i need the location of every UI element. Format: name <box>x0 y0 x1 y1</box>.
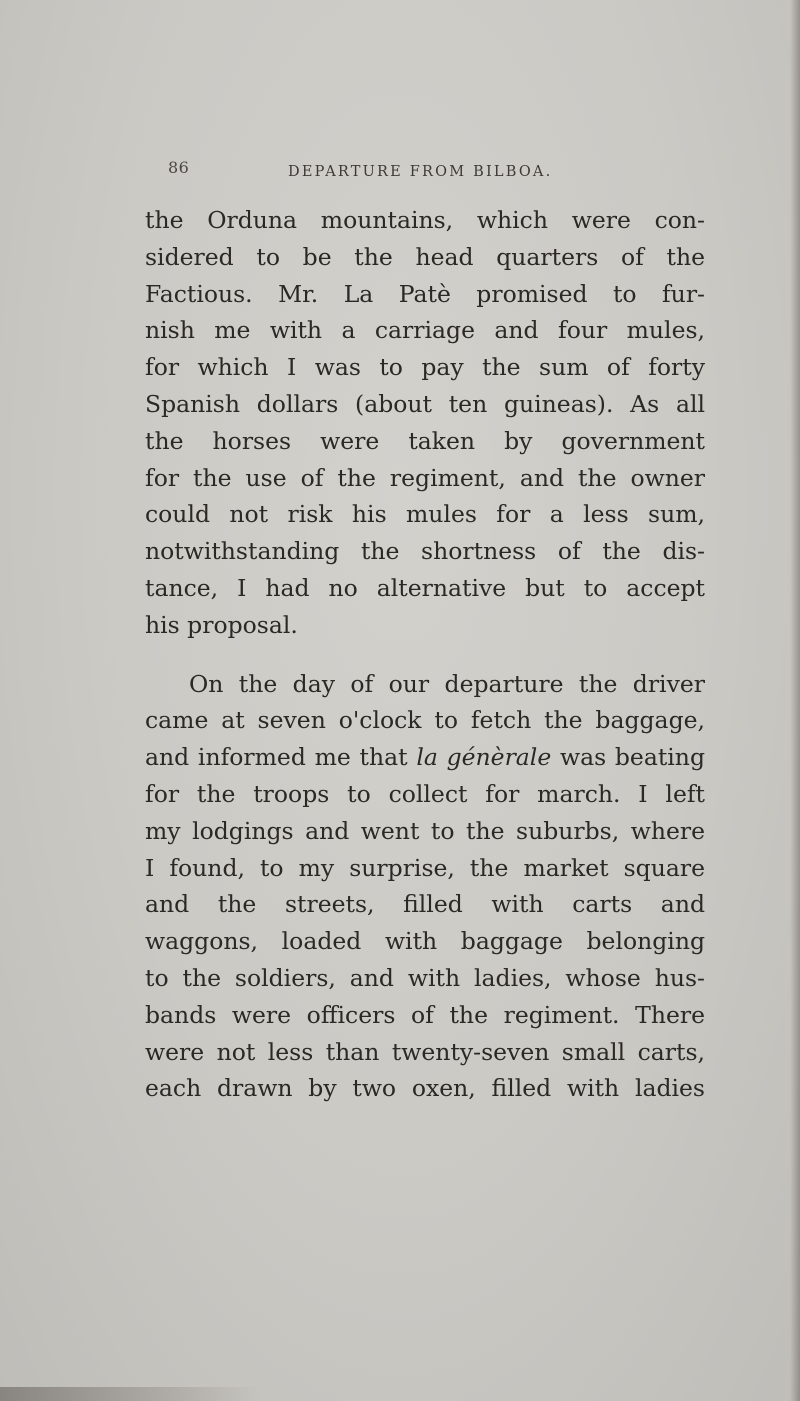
text-line: nish me with a carriage and four mules, <box>145 316 705 345</box>
text-line: the Orduna mountains, which were con- <box>145 206 705 234</box>
paragraph-gap <box>145 644 705 666</box>
text-run: was beating <box>551 743 705 772</box>
text-line: my lodgings and went to the suburbs, where <box>145 816 705 845</box>
text-line: I found, to my surprise, the market square <box>145 853 705 882</box>
text-line: tance, I had no alternative but to accept <box>145 573 705 602</box>
italic-phrase: la génèrale <box>416 743 552 772</box>
page-edge-shadow <box>790 0 800 1401</box>
text-line: were not less than twenty-seven small carts, <box>145 1037 705 1066</box>
text-line: the horses were taken by government <box>145 426 705 455</box>
bottom-edge-smudge <box>0 1387 260 1401</box>
page-header <box>168 158 728 188</box>
text-line: for the troops to collect for march. I left <box>145 779 705 808</box>
text-line-with-italic <box>145 739 705 776</box>
running-title: DEPARTURE FROM BILBOA. <box>288 164 553 180</box>
text-run: and informed me that <box>145 743 417 772</box>
text-line: Factious. Mr. La Patè promised to fur- <box>145 279 705 308</box>
text-line: On the day of our departure the driver <box>189 669 705 698</box>
text-line: waggons, loaded with baggage belonging <box>145 927 705 956</box>
text-line: notwithstanding the shortness of the dis- <box>145 537 705 566</box>
text-line: sidered to be the head quarters of the <box>145 242 705 271</box>
text-line: came at seven o'clock to fetch the baggage, <box>145 706 705 735</box>
page-number: 86 <box>168 158 190 177</box>
text-line: his proposal. <box>145 610 298 639</box>
text-line: bands were officers of the regiment. There <box>145 1000 705 1029</box>
text-line: to the soldiers, and with ladies, whose hus- <box>145 963 705 992</box>
paragraph-1 <box>145 202 705 644</box>
paragraph-2 <box>145 666 705 1108</box>
text-line: for which I was to pay the sum of forty <box>145 353 705 382</box>
text-line: for the use of the regiment, and the owner <box>145 463 705 492</box>
text-line: Spanish dollars (about ten guineas). As all <box>145 389 705 418</box>
text-line: each drawn by two oxen, filled with ladies <box>145 1074 705 1103</box>
text-line: could not risk his mules for a less sum, <box>145 500 705 529</box>
body-text <box>145 202 705 1107</box>
text-line: and the streets, filled with carts and <box>145 890 705 919</box>
